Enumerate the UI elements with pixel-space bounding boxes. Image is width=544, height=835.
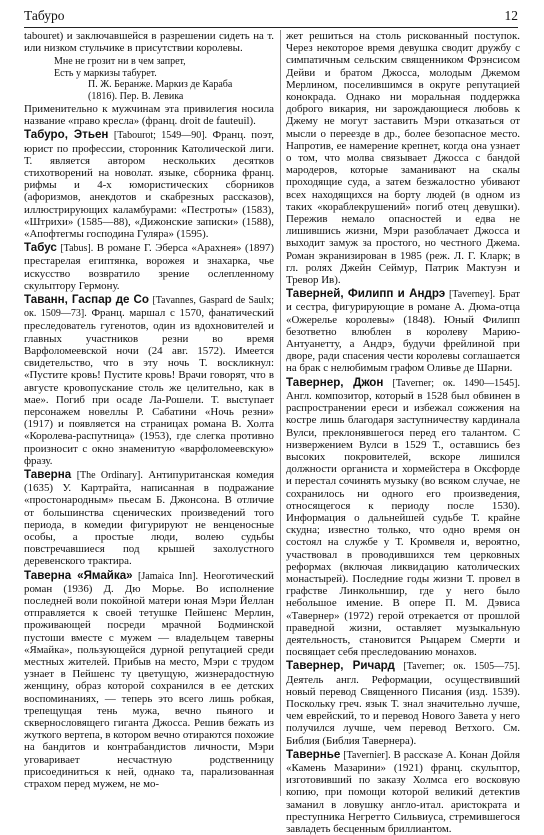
entry-headword: Таверней, Филипп и Андрэ — [286, 287, 446, 301]
entry-taburo — [24, 129, 274, 240]
entry-taverne-filipp — [286, 288, 520, 374]
entry-latin-name: [Taverner; ок. 1505—75]. — [403, 661, 520, 673]
entry-body: Деятель англ. Реформации, осуществивший новый перевод Священного Писания (изд. 1539). Поскольку греч. язык Т. знал значительно лучше, чем еврейский, то и перевод Нового Завета у него получился лучше, чем перевод Ветхого. См. Библия (Библия Тавернера). — [286, 673, 520, 747]
entry-body: tabouret) и заключавшейся в разрешении сидеть на т. или низком стульчике в присутствии королевы. — [24, 30, 274, 55]
entry-latin-name: [Tabus]. — [60, 243, 94, 255]
entry-body: Применительно к мужчинам эта привилегия носила название «право кресла» (франц. droit de fauteuil). — [24, 103, 274, 128]
entry-headword: Таверна «Ямайка» — [24, 568, 133, 582]
entry-body: жет решиться на столь рискованный поступок. Через некоторое время девушка сводит дружбу с симпатичным сельским священником Фрэнсисом Дейви и братом Джосса, молодым Джемом Мерлином, поселившимся в округе репутацией конокрада. Однако ни моральная поддержка доброго викария, ни зарождающиеся любовь к Джему не могут заставить Мэри отказаться от мысли о переезде в др., более безопасное место. Напротив, ее намерение крепнет, когда она узнает о том, что молва связывает Джосса с бандой мародеров, которые заманивают на скалы проходящие суда, а затем безжалостно убивают всех находящихся на борту людей (в одном из таких «кораблекрушений» погиб отец девушки). Пережив немало опасностей и едва не лишившись жизни, Мэри разоблачает Джосса и выходит замуж за простого, но честного Джема. Роман экранизирован в 1985 (реж. Л. Г. Кларк; в гл. ролях Джейн Сеймур, Патрик Мактуэн и Тревор Ив). — [286, 30, 520, 287]
entry-latin-name: [Taverney]. — [448, 289, 496, 301]
entry-body: Англ. композитор, который в 1528 был обвинен в распространении ереси и избежал сожжения на костре лишь благодаря заступничеству кардинала Вулси, преклонявшегося перед его талантом. С низвержением Вулси в 1529 Т., оставшись без высоких покровителей, вскоре лишился должности органиста и хормейстера в Оксфорде и перестал сочинять музыку (во всяком случае, не сохранилось ни одного его произведения, относящегося к периоду после 1530). Информация о дальнейшей судьбе Т. крайне скудна; известно только, что одно время он состоял на службе у Т. Кромвеля и, вероятно, участвовал в проводившихся тем церковных реформах (включая ликвидацию католических монастырей). Последние годы жизни Т. провел в графстве Линкольншир, где у него было небольшое имение. В опере П. М. Дэвиса «Тавернер» (1972) герой отрекается от прошлой праведной жизни, оставляет музыкальную деятельность, становится Рыцарем Смерти и посвящает себя преследованию монахов. — [286, 389, 520, 659]
entry-headword: Тавернер, Ричард — [286, 659, 395, 673]
epigraph-poem — [54, 56, 274, 102]
entry-tavernie — [286, 749, 520, 835]
entry-headword: Таверньe — [286, 747, 341, 761]
running-title: Табуро — [24, 8, 65, 23]
entry-taverna-ordinary — [24, 469, 274, 568]
entry-latin-name: [Tabourot; 1549—90]. — [113, 130, 208, 142]
poem-line: Есть у маркизы табурет. — [54, 67, 157, 79]
entry-continuation-intro — [24, 30, 274, 54]
poem-line: Мне не грозит ни в чем запрет, — [54, 56, 186, 68]
entry-body: Антипуританская комедия (1635) У. Картрайта, написанная в подражание «простонародным» пьесам Б. Джонсона. В отличие от большинства сценических произведений того периода, в комедии фигурируют не венценосные особы, а простые люди, волею судьбы повстречавшиеся под крышей захолустного деревенского трактира. — [24, 468, 274, 568]
entry-taverna-yamaika — [24, 570, 274, 791]
entry-latin-name: [Jamaica Inn]. — [138, 570, 198, 582]
poem-attribution: П. Ж. Беранже. Маркиз де Караба — [88, 79, 233, 91]
running-head — [24, 6, 518, 24]
entry-latin-name: [Tavernier]. — [343, 749, 391, 761]
entry-continuation — [286, 30, 520, 286]
page-number: 12 — [504, 8, 518, 23]
entry-body: Франц. маршал с 1570, фанатический преследователь гугенотов, один из вдохновителей и главных участников резни во время Варфоломеевской ночи (24 авг. 1572). Имеется свидетельство, что в эту ночь Т. воскликнул: «Пустите кровь! Пустите кровь! Врачи говорят, что в августе кровопускание столь же целительно, как в мае». Погиб при осаде Ла-Рошели. Т. выступает персонажем новеллы Р. Сабатини «Ночь резни» (1917) и появляется на страницах романа В. Холта «Королева-распутница» (1953), где слегка противно произносит с окно знаменитую «варфоломеевскую» фразу. — [24, 307, 274, 467]
column-divider — [280, 30, 281, 796]
entry-headword: Табус — [24, 241, 57, 255]
entry-taverner-richard — [286, 660, 520, 746]
entry-taverner-john — [286, 377, 520, 659]
entry-headword: Таванн, Гаспар де Со — [24, 293, 149, 307]
entry-headword: Табуро, Этьен — [24, 128, 109, 142]
right-column — [286, 30, 521, 835]
entry-body: Франц. поэт, юрист по профессии, сторонник Католической лиги. Т. является автором нескольких десятков стихотворений на новолат. языке, сборника франц. рифмы и 4-х юмористических сборников (афоризмов, анекдотов и скабрезных рассказов), иллюстрирующих каламбурами: «Пестроты» (1583), «Штрихи» (1585—88), «Дижонские записки» (1588), «Апофтегмы господина Гуляра» (1595). — [24, 129, 275, 241]
entry-headword: Таверна — [24, 467, 72, 481]
header-rule — [24, 27, 518, 28]
entry-body: Неоготический роман (1936) Д. Дю Морье. Во исполнение последней воли покойной матери юная Мэри Йеллан отправляется к своей тетушке Пейшенс Мерлин, проживающей посреди мрачной Бодминской пустоши вместе с мужем — владельцем таверны «Ямайка», пользующейся дурной репутацией среди местных жителей. Прибыв на место, Мэри с трудом узнает в Пейшенс ту цветущую, жизнерадостную женщину, образ которой сохранился в ее детских воспоминаниях, — теперь это всего лишь робкая, трепещущая тень мужа, вечно пьяного и сквернословящего гиганта Джосса. Решив бежать из жуткого вертепа, в котором вечно отираются похожие на бандитов и контрабандистов личности, Мэри уговаривает несчастную родственницу присоединиться к ней, однако та, парализованная страхом перед мужем, не мо- — [24, 569, 274, 790]
entry-body: В рассказе А. Конан Дойля «Камень Мазарини» (1921) франц. скульптор, изготовивший по заказу Холмса его восковую копию, при помощи которой великий детектив заманил в ловушку англо-итал. аристократа и преступника Негретто Сильвиуса, стремившегося завладеть бесценным бриллиантом. — [286, 748, 520, 835]
entry-tabus — [24, 242, 274, 292]
entry-headword: Тавернер, Джон — [286, 375, 384, 389]
entry-latin-name: [The Ordinary]. — [76, 469, 143, 481]
entry-continuation — [24, 103, 274, 127]
left-column — [24, 30, 274, 796]
entry-latin-name: [Taverner; ок. 1490—1545]. — [392, 377, 520, 389]
entry-tavann — [24, 294, 274, 467]
entry-latin-name: [Tavannes, Gaspard de Saulx; ок. 1509—73]. — [24, 295, 274, 320]
poem-attribution: (1816). Пер. В. Левика — [88, 90, 184, 102]
entry-body: Брат и сестра, фигурирующие в романе А. Дюма-отца «Ожерелье королевы» (1848). Юный Филипп безответно влюблен в королеву Марию-Антуанетту, а Андрэ, будучи фрейлиной при дворе, ради спасения чести королевы соглашается на брак с нелюбимым графом Оливье де Шарни. — [286, 288, 521, 375]
entry-body: В романе Г. Эберса «Арахнея» (1897) престарелая египтянка, ворожея и знахарка, чье искусство возвратило зрение ослепленному скульптору Гермону. — [24, 242, 274, 292]
